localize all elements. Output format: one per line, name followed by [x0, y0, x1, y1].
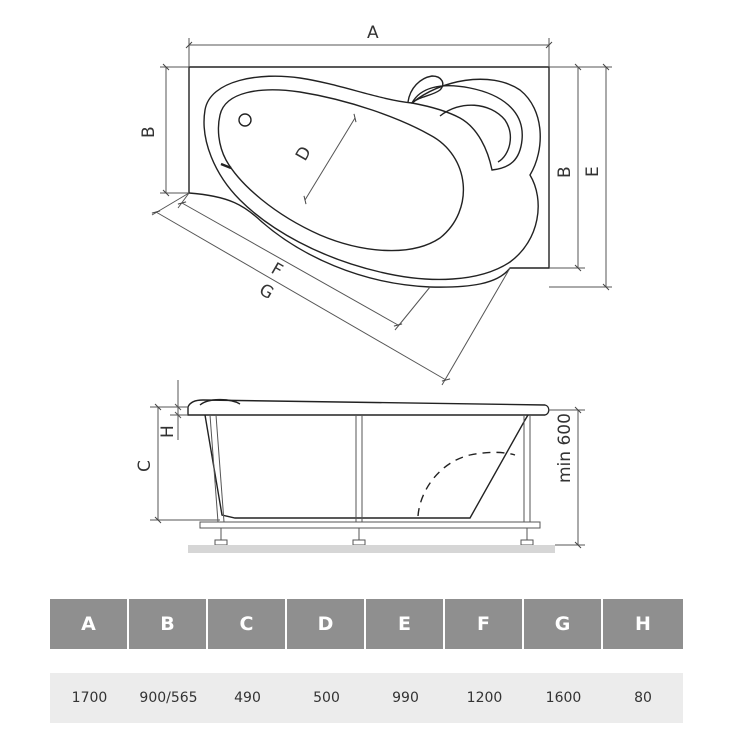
- dim-label-F: F: [267, 259, 286, 282]
- top-view: [189, 67, 549, 287]
- header-cell-h: H: [603, 599, 683, 649]
- header-cell-g: G: [524, 599, 601, 649]
- header-cell-f: F: [445, 599, 522, 649]
- dim-label-E: E: [583, 166, 603, 177]
- header-cell-b: B: [129, 599, 206, 649]
- dim-label-B-left: B: [139, 126, 159, 138]
- top-view-basin: [218, 90, 463, 251]
- value-cell-d: 500: [313, 690, 340, 706]
- dim-label-min-height: min 600: [555, 413, 575, 483]
- value-cell-h: 80: [634, 690, 652, 706]
- side-view-hidden-contour: [418, 452, 515, 516]
- top-view-handle: [408, 76, 443, 103]
- value-cell-b: 900/565: [139, 690, 198, 706]
- header-cell-d: D: [287, 599, 364, 649]
- top-view-headrest: [412, 86, 522, 170]
- dimensions-table: [50, 599, 683, 723]
- top-view-dimensions: [152, 38, 612, 385]
- side-view-body: [205, 415, 528, 518]
- value-cell-g: 1600: [545, 690, 582, 706]
- value-cell-f: 1200: [466, 690, 503, 706]
- dim-label-D: D: [292, 143, 316, 165]
- side-view-rim: [188, 400, 549, 415]
- value-cell-c: 490: [234, 690, 261, 706]
- dim-label-G: G: [255, 280, 277, 304]
- value-cell-a: 1700: [71, 690, 108, 706]
- side-view-frame: [200, 415, 540, 528]
- top-view-outer-outline: [189, 67, 549, 287]
- side-view-legs: [215, 528, 533, 545]
- value-cell-e: 990: [392, 690, 419, 706]
- floor: [188, 545, 555, 553]
- side-view: [188, 400, 555, 553]
- header-cell-e: E: [366, 599, 443, 649]
- header-cell-a: A: [50, 599, 127, 649]
- dim-label-A: A: [367, 23, 379, 43]
- dim-label-B-right: B: [555, 166, 575, 178]
- drain-circle: [239, 114, 251, 126]
- table-header-row: [50, 599, 683, 649]
- header-cell-c: C: [208, 599, 285, 649]
- dim-label-C: C: [135, 460, 155, 472]
- table-value-row: [50, 673, 683, 723]
- dim-label-H: H: [158, 425, 178, 438]
